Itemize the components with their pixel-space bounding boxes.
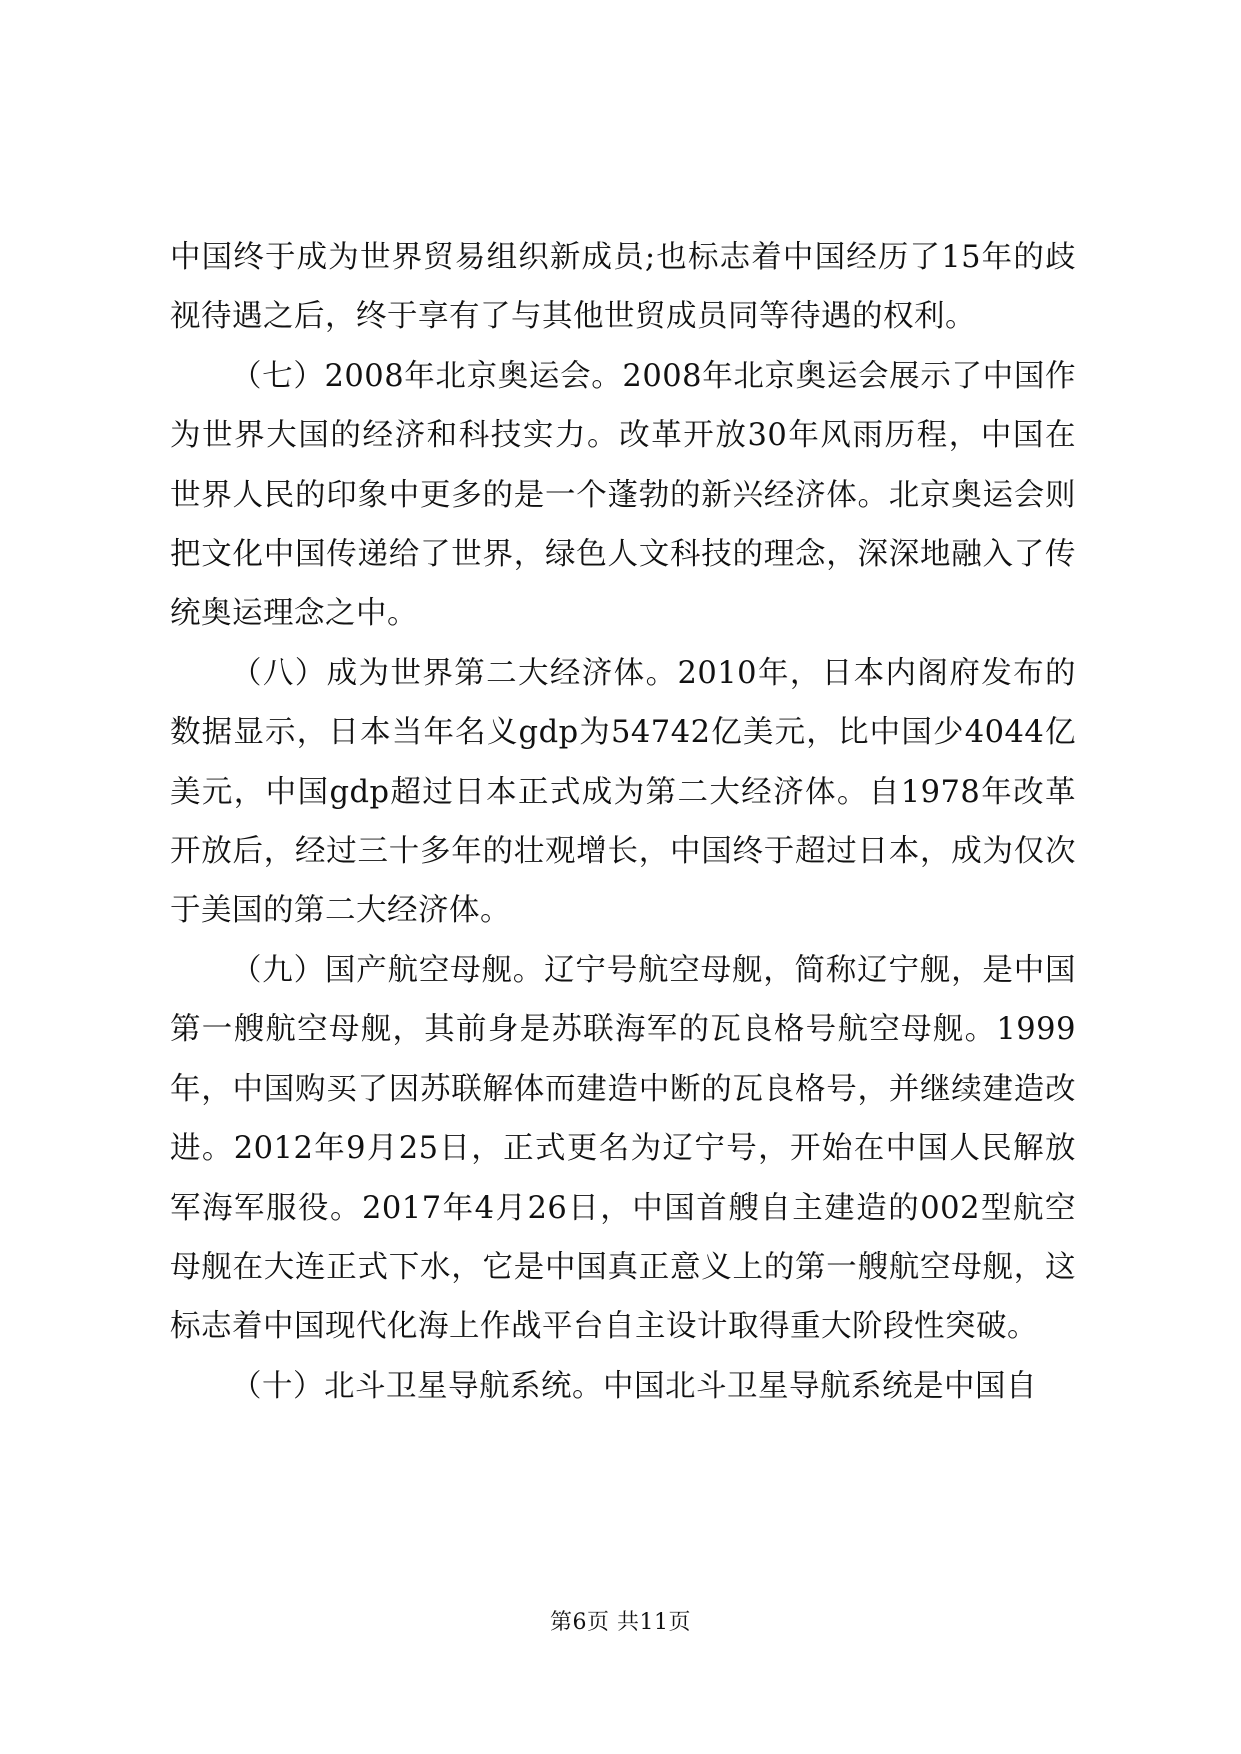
paragraph-4: （九）国产航空母舰。辽宁号航空母舰，简称辽宁舰，是中国第一艘航空母舰，其前身是苏联海军的瓦良格号航空母舰。1999年，中国购买了因苏联解体而建造中断的瓦良格号，并继续建造改进。2012年9月25日，正式更名为辽宁号，开始在中国人民解放军海军服役。2017年4月26日，中国首艘自主建造的002型航空母舰在大连正式下水，它是中国真正意义上的第一艘航空母舰，这标志着中国现代化海上作战平台自主设计取得重大阶段性突破。 <box>170 952 1076 1345</box>
document-body <box>170 228 1076 1416</box>
paragraph-5: （十）北斗卫星导航系统。中国北斗卫星导航系统是中国自 <box>231 1368 1037 1404</box>
paragraph-3: （八）成为世界第二大经济体。2010年，日本内阁府发布的数据显示，日本当年名义gdp为54742亿美元，比中国少4044亿美元，中国gdp超过日本正式成为第二大经济体。自1978年改革开放后，经过三十多年的壮观增长，中国终于超过日本，成为仅次于美国的第二大经济体。 <box>170 655 1076 929</box>
page-footer: 第6页 共11页 <box>550 1610 691 1635</box>
paragraph-1: 中国终于成为世界贸易组织新成员;也标志着中国经历了15年的歧视待遇之后，终于享有了与其他世贸成员同等待遇的权利。 <box>170 240 1076 335</box>
paragraph-2: （七）2008年北京奥运会。2008年北京奥运会展示了中国作为世界大国的经济和科技实力。改革开放30年风雨历程，中国在世界人民的印象中更多的是一个蓬勃的新兴经济体。北京奥运会则把文化中国传递给了世界，绿色人文科技的理念，深深地融入了传统奥运理念之中。 <box>170 358 1076 632</box>
